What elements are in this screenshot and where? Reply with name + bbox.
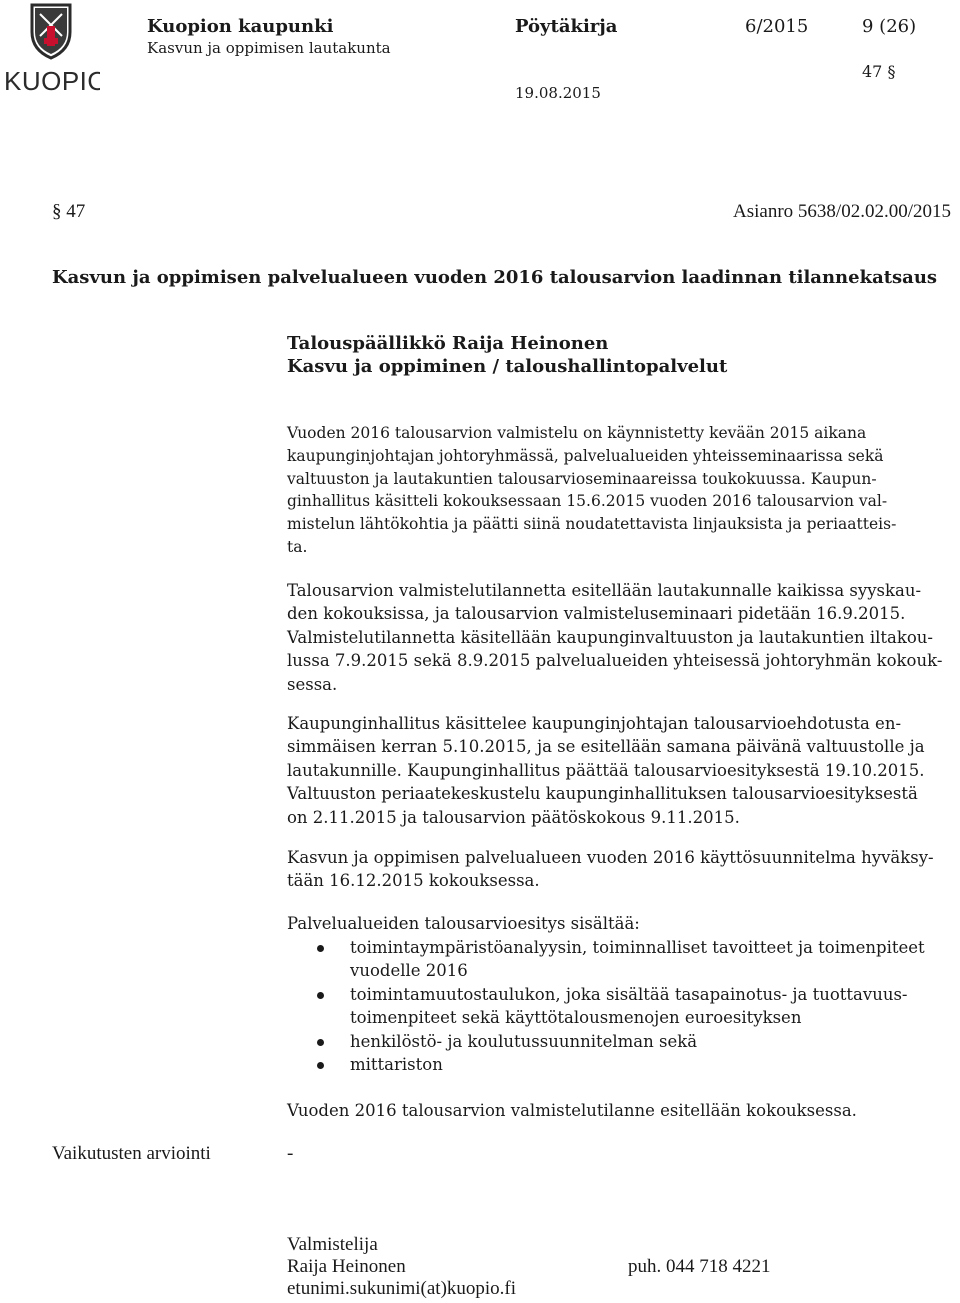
paragraph-city-board-schedule: [287, 712, 947, 829]
case-number: Asianro 5638/02.02.00/2015: [733, 201, 951, 222]
document-number: 6/2015: [745, 16, 809, 37]
impact-assessment-value: -: [287, 1143, 294, 1164]
committee-name: Kasvun ja oppimisen lautakunta: [147, 39, 391, 57]
paragraph-line: kaupunginjohtajan johtoryhmässä, palvelualueiden yhteisseminaarissa sekä: [287, 446, 884, 465]
organization-name: Kuopion kaupunki: [147, 16, 334, 37]
agenda-item-title: Kasvun ja oppimisen palvelualueen vuoden 2016 talousarvion laadinnan tilannekatsaus: [52, 267, 938, 288]
paragraph-line: Valtuuston periaatekeskustelu kaupunginhallituksen talousarvioesityksestä: [287, 784, 918, 804]
presenter-unit: Kasvu ja oppiminen / taloushallintopalvelut: [287, 356, 728, 377]
list-item: [287, 983, 957, 1030]
paragraph-line: den kokouksissa, ja talousarvion valmisteluseminaari pidetään 16.9.2015.: [287, 604, 906, 624]
paragraph-status-at-meeting: [287, 1099, 947, 1122]
paragraph-line: lautakunnille. Kaupunginhallitus päättää talousarvioesityksestä 19.10.2015.: [287, 760, 925, 780]
paragraph-status-presentations: [287, 579, 947, 696]
bullet-icon: [317, 992, 324, 999]
paragraph-contents-intro: [287, 912, 947, 935]
bullet-icon: [317, 1039, 324, 1046]
paragraph-line: Palvelualueiden talousarvioesitys sisältää:: [287, 914, 640, 933]
paragraph-line: Kasvun ja oppimisen palvelualueen vuoden 2016 käyttösuunnitelma hyväksy-: [287, 848, 934, 867]
list-item-line: henkilöstö- ja koulutussuunnitelman sekä: [350, 1031, 698, 1051]
list-item: [287, 1053, 957, 1076]
preparer-email: etunimi.sukunimi(at)kuopio.fi: [287, 1278, 517, 1299]
paragraph-line: mistelun lähtökohtia ja päätti siinä noudatettavista linjauksista ja periaatteis-: [287, 515, 897, 534]
list-item: [287, 1030, 957, 1053]
page-number: 9 (26): [862, 16, 917, 37]
preparer-name: Raija Heinonen: [287, 1256, 406, 1277]
paragraph-line: lussa 7.9.2015 sekä 8.9.2015 palvelualueiden yhteisessä johtoryhmän kokouk-: [287, 651, 943, 671]
paragraph-line: Talousarvion valmistelutilannetta esitellään lautakunnalle kaikissa syyskau-: [287, 581, 922, 600]
list-item-line: mittariston: [350, 1055, 443, 1075]
paragraph-budget-preparation: [287, 422, 947, 559]
list-item-line: toimintamuutostaulukon, joka sisältää tasapainotus- ja tuottavuus-: [350, 984, 908, 1004]
preparer-phone: puh. 044 718 4221: [628, 1256, 771, 1277]
section-number-header: 47 §: [862, 62, 896, 81]
kuopio-logo: [2, 2, 100, 94]
section-number: § 47: [52, 201, 86, 222]
preparer-label: Valmistelija: [287, 1234, 378, 1255]
list-item: [287, 936, 957, 983]
presenter-name: Talouspäällikkö Raija Heinonen: [287, 333, 609, 354]
paragraph-line: tään 16.12.2015 kokouksessa.: [287, 871, 540, 891]
paragraph-line: Vuoden 2016 talousarvion valmistelu on käynnistetty kevään 2015 aikana: [287, 424, 867, 442]
paragraph-line: on 2.11.2015 ja talousarvion päätöskokous 9.11.2015.: [287, 807, 740, 827]
meeting-date: 19.08.2015: [515, 84, 601, 102]
paragraph-line: Valmistelutilannetta käsitellään kaupunginvaltuuston ja lautakuntien iltakou-: [287, 627, 933, 647]
paragraph-line: Vuoden 2016 talousarvion valmistelutilanne esitellään kokouksessa.: [287, 1101, 857, 1120]
bullet-icon: [317, 1062, 324, 1069]
paragraph-line: simmäisen kerran 5.10.2015, ja se esitellään samana päivänä valtuustolle ja: [287, 737, 925, 757]
paragraph-line: ginhallitus käsitteli kokouksessaan 15.6.2015 vuoden 2016 talousarvion val-: [287, 492, 888, 511]
impact-assessment-label: Vaikutusten arviointi: [52, 1143, 211, 1164]
list-item-line: vuodelle 2016: [350, 961, 468, 981]
bullet-icon: [317, 945, 324, 952]
document-type: Pöytäkirja: [515, 16, 618, 37]
logo-wordmark: KUOPIO: [4, 66, 100, 94]
list-item-line: toimenpiteet sekä käyttötalousmenojen euroesityksen: [350, 1008, 802, 1028]
paragraph-usage-plan: [287, 846, 947, 893]
contents-bullet-list: [287, 936, 957, 1076]
paragraph-line: valtuuston ja lautakuntien talousarvioseminaareissa toukokuussa. Kaupun-: [287, 469, 877, 488]
paragraph-line: sessa.: [287, 674, 338, 694]
coat-of-arms-icon: [2, 2, 100, 94]
paragraph-line: Kaupunginhallitus käsittelee kaupunginjohtajan talousarvioehdotusta en-: [287, 714, 902, 733]
list-item-line: toimintaympäristöanalyysin, toiminnalliset tavoitteet ja toimenpiteet: [350, 938, 925, 957]
paragraph-line: ta.: [287, 537, 308, 556]
